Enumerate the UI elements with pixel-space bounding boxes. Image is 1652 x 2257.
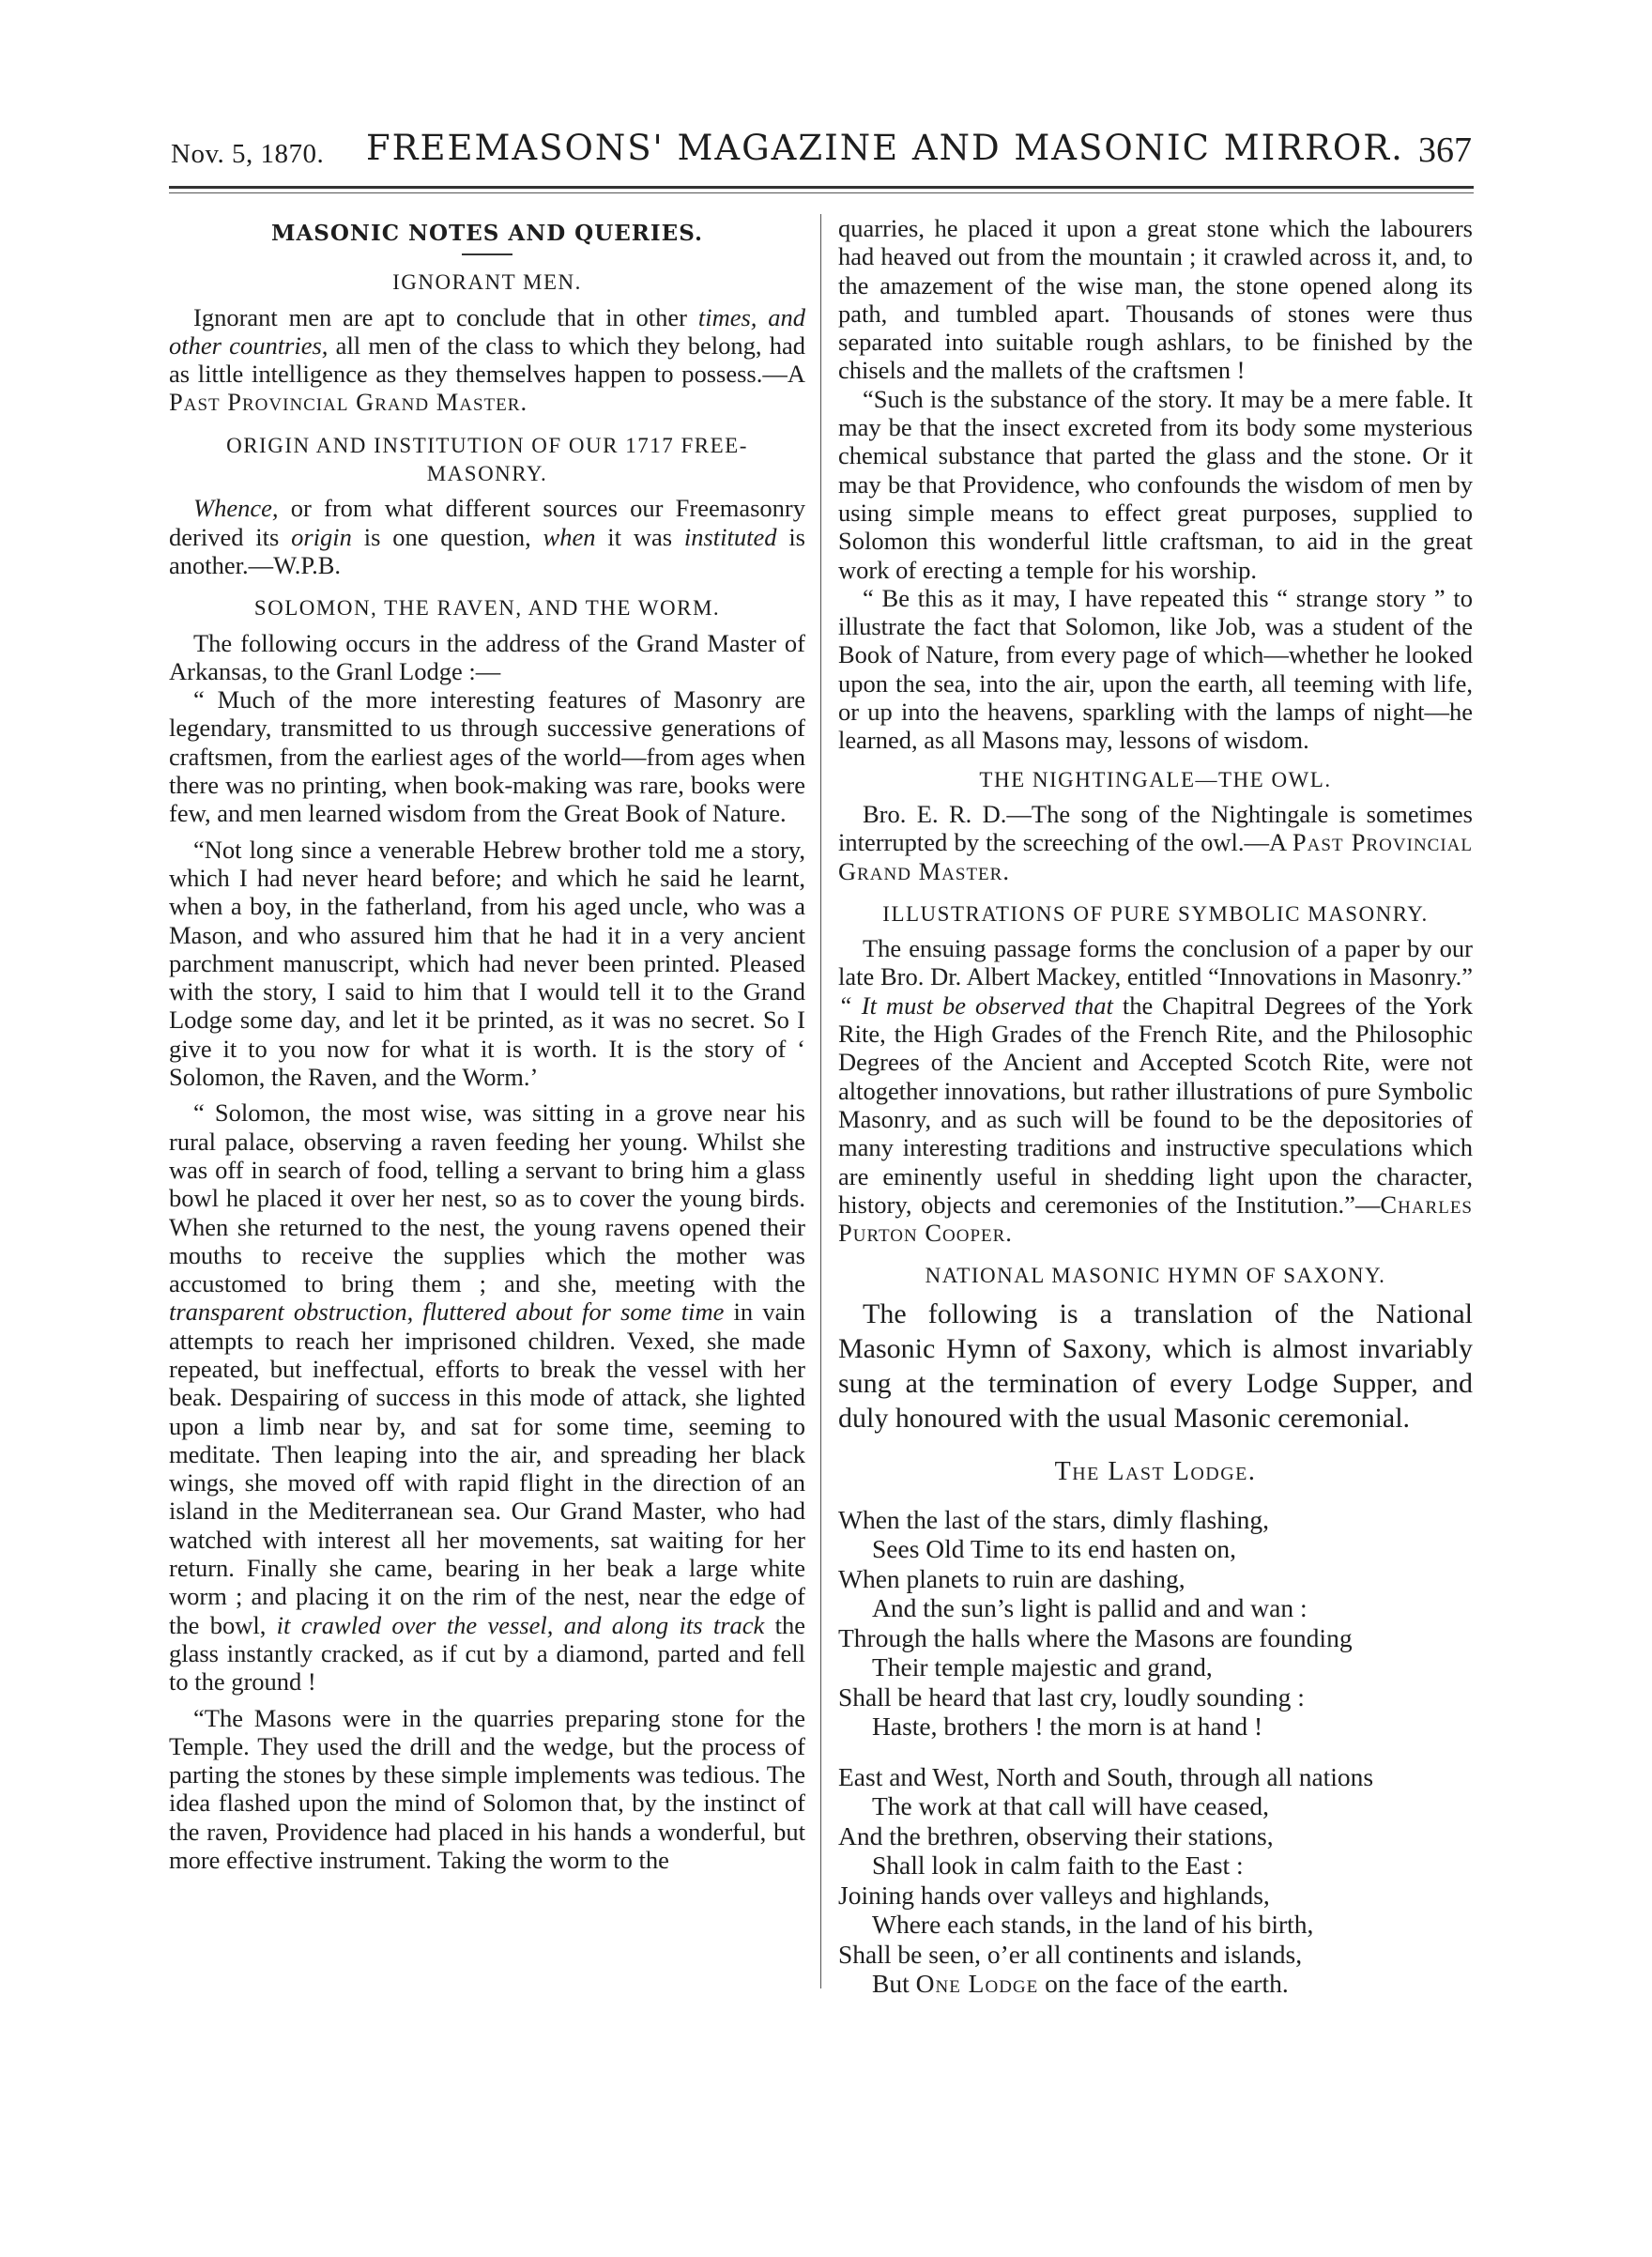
hymn-heading: NATIONAL MASONIC HYMN OF SAXONY. bbox=[925, 1264, 1386, 1288]
ignorant-men-text: Ignorant men are apt to conclude that in other times, and other countries, all men of the class to which they belong, had as little intelligence as they themselves happen to possess.—A Past Provincial Grand Master. bbox=[169, 302, 806, 417]
verse-line: Haste, brothers ! the morn is at hand ! bbox=[872, 1712, 1263, 1742]
ignorant-men-heading: IGNORANT MEN. bbox=[392, 270, 582, 295]
verse-line: When planets to ruin are dashing, bbox=[838, 1563, 1185, 1593]
solomon-paragraph-3: “Not long since a venerable Hebrew brother told me a story, which I had never heard before; and which he said he learnt, when a boy, in the fatherland, from his aged uncle, who was a Mason, and who assured him that he had it in a very ancient parchment manuscript, which had never been printed. Pleased with the story, I said to him that I would tell it to the Grand Lodge some day, and let it be printed, as it was no secret. So I give it to you now for what it is worth. It is the story of ‘ Solomon, the Raven, and the Worm.’ bbox=[169, 835, 805, 1092]
verse-line: Shall be seen, o’er all continents and islands, bbox=[838, 1939, 1303, 1969]
verse-line: The work at that call will have ceased, bbox=[872, 1791, 1270, 1821]
verse-line: And the sun’s light is pallid and and wan : bbox=[872, 1593, 1308, 1623]
hymn-intro: The following is a translation of the National Masonic Hymn of Saxony, which is almost invariably sung at the termination of every Lodge Supper, and duly honoured with the usual Masonic ceremonial. bbox=[838, 1297, 1473, 1434]
nightingale-heading: THE NIGHTINGALE—THE OWL. bbox=[979, 767, 1332, 791]
header-rule-thin bbox=[169, 192, 1474, 193]
poem bbox=[838, 1505, 1473, 1999]
nightingale-text: Bro. E. R. D.—The song of the Nightingale is sometimes interrupted by the screeching of the owl.—A Past Provincial Grand Master. bbox=[838, 799, 1473, 885]
solomon-paragraph-4: “ Solomon, the most wise, was sitting in a grove near his rural palace, observing a raven feeding her young. Whilst she was off in search of food, telling a servant to bring him a glass bowl he placed it over her nest, so as to cover the young birds. When she returned to the nest, the young ravens opened their mouths to receive the supplies which the mother was accustomed to bring them ; and she, meeting with the transparent obstruction, fluttered about for some time in vain attempts to reach her imprisoned children. Vexed, she made repeated, but ineffectual, efforts to break the vessel with her beak. Despairing of success in this mode of attack, she lighted upon a limb near by, and sat for some time, seeming to meditate. Then leaping into the air, and spreading her black wings, she moved off with rapid flight in the direction of an island in the Mediterranean sea. Our Grand Master, who had watched with interest all her movements, sat waiting for her return. Finally she came, bearing in her beak a large white worm ; and placing it on the rim of the nest, near the edge of the bowl, it crawled over the vessel, and along its track the glass instantly cracked, as if cut by a diamond, parted and fell to the ground ! bbox=[169, 1098, 806, 1697]
section-title: MASONIC NOTES AND QUERIES. bbox=[270, 221, 703, 246]
signature: Past Provincial Grand Master. bbox=[169, 388, 528, 417]
solomon-continued: quarries, he placed it upon a great stone which the labourers had heaved out from the mountain ; it crawled across it, and, to the amazement of the wise man, the stone opened along its path, and tumbled apart. Thousands of stones were thus separated into suitable rough ashlars, to be finished by the chisels and the mallets of the craftsmen ! bbox=[838, 214, 1473, 385]
page-number: 367 bbox=[1418, 131, 1472, 170]
verse-line-last: But One Lodge on the face of the earth. bbox=[872, 1969, 1289, 1999]
origin-text: Whence, or from what different sources our Freemasonry derived its origin is one question, when it was instituted is another.—W.P.B. bbox=[169, 494, 805, 579]
stanza-2 bbox=[838, 1762, 1473, 1999]
poem-title: The Last Lodge. bbox=[1054, 1456, 1257, 1486]
verse-line: East and West, North and South, through all nations bbox=[838, 1761, 1374, 1791]
column-divider bbox=[820, 214, 821, 1988]
verse-line: When the last of the stars, dimly flashing, bbox=[838, 1504, 1270, 1534]
verse-line: Shall look in calm faith to the East : bbox=[872, 1850, 1244, 1881]
verse-line: Shall be heard that last cry, loudly sounding : bbox=[838, 1681, 1305, 1712]
solomon-paragraph-7: “ Be this as it may, I have repeated this “ strange story ” to illustrate the fact that Solomon, like Job, was a student of the Book of Nature, from every page of which—whether he looked upon the sea, into the air, upon the earth, all teeming with life, or up into the heavens, sparkling with the lamps of night—he learned, as all Masons may, lessons of wisdom. bbox=[838, 583, 1473, 755]
issue-date: Nov. 5, 1870. bbox=[171, 139, 325, 169]
verse-line: Where each stands, in the land of his birth, bbox=[872, 1910, 1314, 1940]
origin-heading: ORIGIN AND INSTITUTION OF OUR 1717 FREE-MASONRY. bbox=[226, 433, 748, 486]
verse-line: Joining hands over valleys and highlands, bbox=[838, 1880, 1270, 1910]
header-rule-thick bbox=[169, 186, 1474, 189]
signature: Charles Purton Cooper. bbox=[838, 1190, 1473, 1248]
verse-line: And the brethren, observing their stations, bbox=[838, 1820, 1274, 1850]
solomon-paragraph-6: “Such is the substance of the story. It may be a mere fable. It may be that the insect excreted from its body some mysterious chemical substance that parted the glass and the stone. Or it may be that Providence, who confounds the wisdom of men by using simple means to effect great purposes, supplied to Solomon this wonderful little craftsman, to aid in the great work of erecting a temple for his worship. bbox=[838, 384, 1473, 584]
solomon-paragraph-2: “ Much of the more interesting features of Masonry are legendary, transmitted to us through successive generations of craftsmen, from the earliest ages of the world—from ages when there was no printing, when book-making was rare, books were few, and men learned wisdom from the Great Book of Nature. bbox=[169, 685, 805, 828]
signature: Past Provincial Grand Master. bbox=[838, 828, 1473, 885]
solomon-paragraph-5: “The Masons were in the quarries preparing stone for the Temple. They used the drill and the wedge, but the process of parting the stones by these simple implements was tedious. The idea flashed upon the mind of Solomon that, by the instinct of the raven, Providence had placed in his hands a wonderful, but more effective instrument. Taking the worm to the bbox=[169, 1703, 805, 1875]
solomon-paragraph-1: The following occurs in the address of the Grand Master of Arkansas, to the Granl Lodge :— bbox=[169, 628, 805, 685]
running-header bbox=[169, 128, 1472, 178]
illustrations-text: The ensuing passage forms the conclusion of a paper by our late Bro. Dr. Albert Mackey, entitled “Innovations in Masonry.” “ It must be observed that the Chapitral Degrees of the York Rite, the High Grades of the French Rite, and the Philosophic Degrees of the Ancient and Accepted Scotch Rite, were not altogether innovations, but rather illustrations of pure Symbolic Masonry, and as such will be found to be the depositories of many interesting traditions and instructive speculations which are eminently useful in shedding light upon the character, history, objects and ceremonies of the Institution.”—Charles Purton Cooper. bbox=[838, 934, 1473, 1248]
verse-line: Their temple majestic and grand, bbox=[872, 1652, 1213, 1682]
right-column bbox=[838, 214, 1473, 2019]
verse-line: Through the halls where the Masons are founding bbox=[838, 1622, 1353, 1652]
magazine-title: FREEMASONS' MAGAZINE AND MASONIC MIRROR. bbox=[366, 128, 1404, 168]
stanza-1 bbox=[838, 1505, 1473, 1742]
title-rule bbox=[462, 253, 512, 255]
solomon-heading: SOLOMON, THE RAVEN, AND THE WORM. bbox=[253, 596, 721, 621]
verse-line: Sees Old Time to its end hasten on, bbox=[872, 1534, 1237, 1564]
left-column bbox=[169, 214, 805, 1874]
illustrations-heading: ILLUSTRATIONS OF PURE SYMBOLIC MASONRY. bbox=[882, 901, 1429, 926]
